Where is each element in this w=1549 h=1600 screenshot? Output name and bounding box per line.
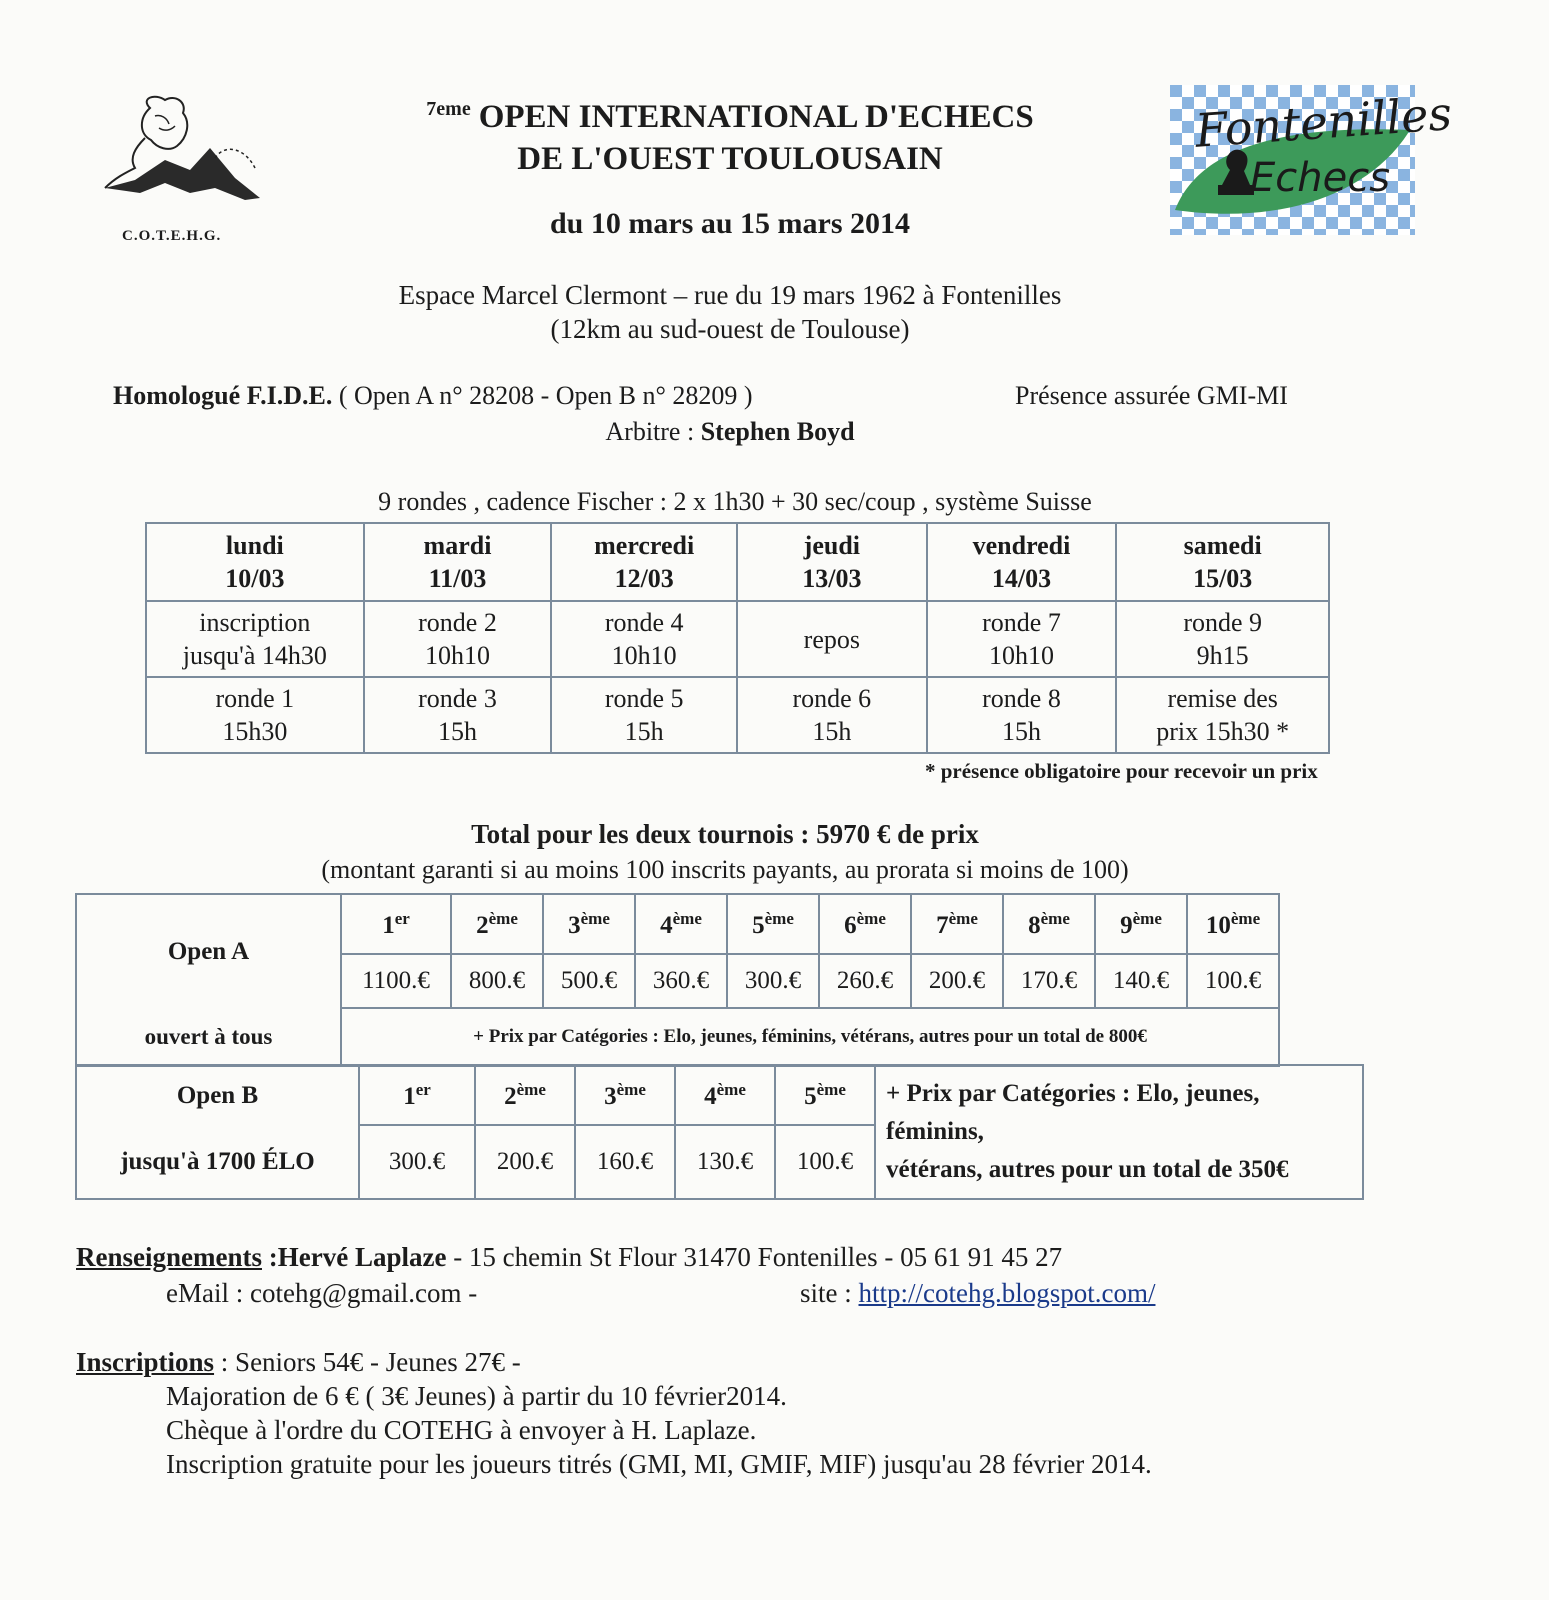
site-link[interactable]: http://cotehg.blogspot.com/ bbox=[858, 1278, 1156, 1308]
prize-rank-cell bbox=[727, 894, 819, 954]
schedule-day-cell bbox=[551, 523, 737, 601]
registration-line: Majoration de 6 € ( 3€ Jeunes) à partir du 10 février2014. bbox=[166, 1381, 787, 1411]
schedule-slot-cell bbox=[551, 677, 737, 753]
prize-rank-cell bbox=[359, 1065, 475, 1125]
open-a-subtitle: ouvert à tous bbox=[76, 1008, 341, 1066]
schedule-slot-cell bbox=[146, 601, 364, 677]
day-date: 13/03 bbox=[802, 564, 862, 593]
rank-number: 4 bbox=[704, 1082, 717, 1110]
registration-line: Inscription gratuite pour les joueurs titrés (GMI, MI, GMIF, MIF) jusqu'au 28 février 2014. bbox=[166, 1449, 1152, 1479]
slot-label: inscription bbox=[199, 608, 311, 637]
venue bbox=[300, 278, 1160, 346]
rank-suffix: ème bbox=[1230, 908, 1261, 928]
open-b-name: Open B bbox=[76, 1065, 359, 1125]
day-name: mardi bbox=[423, 531, 492, 560]
prize-rank-cell bbox=[475, 1065, 575, 1125]
open-b-subtitle: jusqu'à 1700 ÉLO bbox=[76, 1125, 359, 1199]
coteh-logo-caption: C.O.T.E.H.G. bbox=[122, 228, 222, 244]
day-name: lundi bbox=[225, 531, 284, 560]
schedule-slot-cell bbox=[927, 601, 1117, 677]
slot-label: ronde 3 bbox=[418, 684, 497, 713]
title-line-2: DE L'OUEST TOULOUSAIN bbox=[517, 141, 943, 177]
prize-amount-cell: 130.€ bbox=[675, 1125, 775, 1199]
contact-address: - 15 chemin St Flour 31470 Fontenilles - 05 61 91 45 27 bbox=[446, 1242, 1063, 1272]
slot-label: ronde 4 bbox=[604, 608, 684, 637]
rank-number: 5 bbox=[752, 911, 765, 939]
site-label: site : bbox=[800, 1278, 859, 1308]
prize-amount-cell: 200.€ bbox=[475, 1125, 575, 1199]
rank-number: 1 bbox=[403, 1082, 416, 1110]
prize-total: Total pour les deux tournois : 5970 € de prix bbox=[471, 819, 979, 849]
schedule-slot-cell bbox=[551, 601, 737, 677]
rank-suffix: ème bbox=[716, 1079, 746, 1099]
prize-amount-cell: 160.€ bbox=[575, 1125, 675, 1199]
rank-number: 5 bbox=[804, 1082, 817, 1110]
slot-time: jusqu'à 14h30 bbox=[182, 641, 327, 670]
contact-line bbox=[76, 1242, 1062, 1273]
slot-time: 15h bbox=[812, 717, 852, 746]
arbiter-name: Stephen Boyd bbox=[700, 417, 855, 446]
day-date: 12/03 bbox=[614, 564, 674, 593]
slot-time: 9h15 bbox=[1196, 641, 1249, 670]
rank-number: 1 bbox=[382, 911, 395, 939]
schedule-day-cell bbox=[146, 523, 364, 601]
schedule-slot-cell bbox=[1116, 601, 1329, 677]
echecs-logo-text: Echecs bbox=[1250, 155, 1391, 201]
rank-number: 9 bbox=[1120, 911, 1133, 939]
open-b-rank-row bbox=[76, 1065, 1363, 1125]
schedule-day-cell bbox=[737, 523, 927, 601]
schedule-day-cell bbox=[1116, 523, 1329, 601]
registration-label: Inscriptions bbox=[76, 1347, 215, 1377]
arbiter-label: Arbitre : bbox=[605, 417, 695, 446]
prize-rank-cell bbox=[819, 894, 911, 954]
rank-suffix: ème bbox=[1040, 908, 1070, 928]
contact-sep: : bbox=[261, 1242, 278, 1272]
slot-label: repos bbox=[803, 624, 860, 654]
schedule-table bbox=[145, 522, 1330, 754]
slot-time: 10h10 bbox=[424, 641, 490, 670]
schedule-slot-cell bbox=[364, 601, 552, 677]
prize-amount-cell: 360.€ bbox=[635, 954, 727, 1008]
prize-amount-cell: 260.€ bbox=[819, 954, 911, 1008]
slot-time: 15h bbox=[624, 717, 664, 746]
venue-line-1: Espace Marcel Clermont – rue du 19 mars 1962 à Fontenilles bbox=[398, 280, 1062, 310]
prize-amount-cell: 300.€ bbox=[727, 954, 819, 1008]
registration-fees bbox=[76, 1347, 521, 1378]
edition-label: 7eme bbox=[426, 98, 471, 120]
day-date: 10/03 bbox=[225, 564, 285, 593]
prize-rank-cell bbox=[1095, 894, 1187, 954]
prize-rank-cell bbox=[341, 894, 451, 954]
open-a-name: Open A bbox=[76, 894, 341, 1008]
slot-time: 15h bbox=[1002, 717, 1041, 746]
contact-label: Renseignements bbox=[76, 1242, 262, 1272]
prize-amount-cell: 300.€ bbox=[359, 1125, 475, 1199]
tournament-format: 9 rondes , cadence Fischer : 2 x 1h30 + 30 sec/coup , système Suisse bbox=[378, 487, 1092, 516]
rank-suffix: ème bbox=[1132, 908, 1162, 928]
schedule-afternoon-row bbox=[146, 677, 1329, 753]
slot-label: ronde 5 bbox=[604, 684, 684, 713]
rank-suffix: ème bbox=[616, 1079, 646, 1099]
open-b-categories-line-2: vétérans, autres pour un total de 350€ bbox=[886, 1156, 1289, 1183]
slot-time: 10h10 bbox=[989, 641, 1054, 670]
open-b-categories-line-1: + Prix par Catégories : Elo, jeunes, féminins, bbox=[886, 1080, 1260, 1145]
slot-time: 15h30 bbox=[222, 717, 288, 746]
rank-suffix: ème bbox=[580, 908, 610, 928]
slot-label: remise des bbox=[1167, 684, 1278, 713]
arbiter bbox=[300, 417, 1160, 447]
prize-rank-cell bbox=[451, 894, 543, 954]
open-a-prize-table bbox=[75, 893, 1280, 1067]
prize-rank-cell bbox=[1003, 894, 1095, 954]
event-dates: du 10 mars au 15 mars 2014 bbox=[549, 207, 910, 240]
registration-line: Chèque à l'ordre du COTEHG à envoyer à H. Laplaze. bbox=[166, 1415, 757, 1445]
rank-number: 2 bbox=[504, 1082, 517, 1110]
rank-suffix: ème bbox=[488, 908, 518, 928]
schedule-header-row bbox=[146, 523, 1329, 601]
slot-time: prix 15h30 * bbox=[1156, 717, 1290, 746]
rank-number: 3 bbox=[568, 911, 581, 939]
slot-label: ronde 6 bbox=[792, 684, 872, 713]
prize-amount-cell: 140.€ bbox=[1095, 954, 1187, 1008]
coteh-lion-logo bbox=[95, 88, 275, 248]
prize-amount-cell: 200.€ bbox=[911, 954, 1003, 1008]
prize-rank-cell bbox=[543, 894, 635, 954]
prize-rank-cell bbox=[575, 1065, 675, 1125]
contact-email: eMail : cotehg@gmail.com - bbox=[166, 1278, 478, 1308]
schedule-day-cell bbox=[927, 523, 1117, 601]
rank-suffix: er bbox=[394, 908, 410, 928]
schedule-slot-cell bbox=[737, 677, 927, 753]
rank-suffix: ème bbox=[516, 1079, 546, 1099]
schedule-slot-cell bbox=[927, 677, 1117, 753]
rank-number: 8 bbox=[1028, 911, 1041, 939]
rank-number: 4 bbox=[660, 911, 673, 939]
prize-amount-cell: 170.€ bbox=[1003, 954, 1095, 1008]
fontenilles-logo-text: Fontenilles bbox=[1193, 86, 1454, 158]
schedule-slot-cell bbox=[1116, 677, 1329, 753]
page-title bbox=[300, 88, 1160, 180]
rank-number: 3 bbox=[604, 1082, 617, 1110]
prize-rank-cell bbox=[911, 894, 1003, 954]
rank-suffix: ème bbox=[856, 908, 886, 928]
homologation bbox=[113, 381, 753, 411]
slot-label: ronde 1 bbox=[215, 684, 295, 713]
schedule-slot-cell bbox=[146, 677, 364, 753]
prize-amount-cell: 800.€ bbox=[451, 954, 543, 1008]
prize-rank-cell bbox=[1187, 894, 1279, 954]
homologation-label: Homologué F.I.D.E. bbox=[113, 381, 333, 410]
rank-number: 6 bbox=[844, 911, 857, 939]
schedule-slot-cell bbox=[364, 677, 552, 753]
slot-time: 10h10 bbox=[611, 641, 677, 670]
registration-fees-text: : Seniors 54€ - Jeunes 27€ - bbox=[214, 1347, 521, 1377]
contact-site bbox=[800, 1278, 1155, 1309]
rank-number: 2 bbox=[476, 911, 489, 939]
contact-person: Hervé Laplaze bbox=[277, 1242, 447, 1272]
day-date: 11/03 bbox=[428, 564, 487, 593]
rank-suffix: er bbox=[415, 1079, 431, 1099]
schedule-day-cell bbox=[364, 523, 552, 601]
open-a-rank-row bbox=[76, 894, 1279, 954]
rank-suffix: ème bbox=[816, 1079, 846, 1099]
prize-rank-cell bbox=[675, 1065, 775, 1125]
venue-line-2: (12km au sud-ouest de Toulouse) bbox=[550, 314, 910, 344]
rank-suffix: ème bbox=[764, 908, 794, 928]
schedule-slot-cell bbox=[737, 601, 927, 677]
presence-gmi: Présence assurée GMI-MI bbox=[1015, 381, 1288, 410]
slot-label: ronde 8 bbox=[982, 684, 1061, 713]
prize-amount-cell: 100.€ bbox=[775, 1125, 875, 1199]
prize-amount-cell: 1100.€ bbox=[341, 954, 451, 1008]
prize-rank-cell bbox=[635, 894, 727, 954]
rank-number: 10 bbox=[1205, 911, 1231, 939]
day-date: 15/03 bbox=[1193, 564, 1253, 593]
slot-label: ronde 9 bbox=[1183, 608, 1263, 637]
prize-amount-cell: 500.€ bbox=[543, 954, 635, 1008]
rank-suffix: ème bbox=[948, 908, 978, 928]
day-name: samedi bbox=[1183, 531, 1262, 560]
open-b-prize-table bbox=[75, 1064, 1364, 1200]
prize-rank-cell bbox=[775, 1065, 875, 1125]
schedule-morning-row bbox=[146, 601, 1329, 677]
presence-note: * présence obligatoire pour recevoir un prix bbox=[925, 759, 1318, 783]
slot-time: 15h bbox=[437, 717, 477, 746]
slot-label: ronde 7 bbox=[982, 608, 1061, 637]
rank-suffix: ème bbox=[672, 908, 702, 928]
day-name: jeudi bbox=[803, 531, 861, 560]
prize-amount-cell: 100.€ bbox=[1187, 954, 1279, 1008]
day-date: 14/03 bbox=[991, 564, 1052, 593]
day-name: mercredi bbox=[594, 531, 695, 560]
open-b-categories bbox=[875, 1065, 1363, 1199]
slot-label: ronde 2 bbox=[418, 608, 497, 637]
day-name: vendredi bbox=[972, 531, 1071, 560]
title-line-1: OPEN INTERNATIONAL D'ECHECS bbox=[478, 99, 1034, 135]
homologation-details: ( Open A n° 28208 - Open B n° 28209 ) bbox=[338, 381, 753, 410]
open-a-categories: + Prix par Catégories : Elo, jeunes, féminins, vétérans, autres pour un total de 800€ bbox=[341, 1008, 1279, 1066]
rank-number: 7 bbox=[936, 911, 949, 939]
prize-condition: (montant garanti si au moins 100 inscrits payants, au prorata si moins de 100) bbox=[321, 855, 1129, 884]
